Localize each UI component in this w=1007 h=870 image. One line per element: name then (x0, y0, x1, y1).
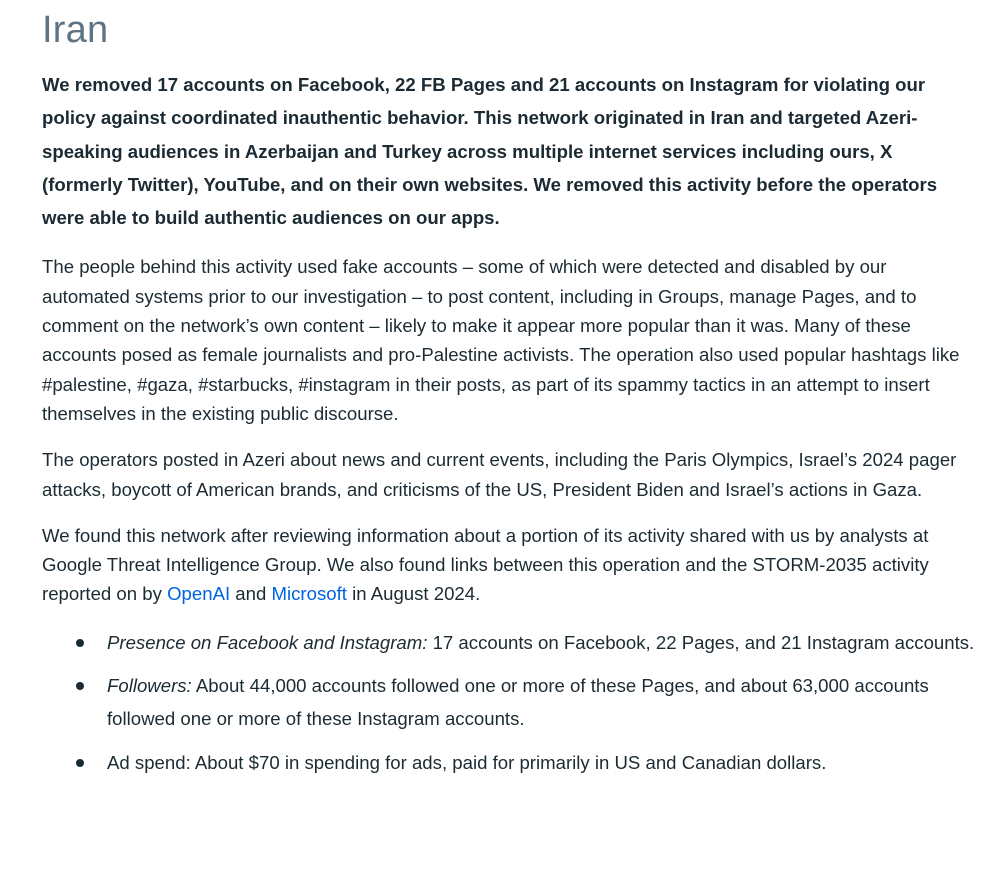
paragraph-fake-accounts: The people behind this activity used fake accounts – some of which were detected and disabled by our automated systems prior to our investigation – to post content, including in Groups, manage Pages, and to comment on the network’s own content – likely to make it appear more popular than it was. Many of these accounts posed as female journalists and pro-Palestine activists. The operation also used popular hashtags like #palestine, #gaza, #starbucks, #instagram in their posts, as part of its spammy tactics in an attempt to insert themselves in the existing public discourse. (42, 256, 960, 424)
microsoft-link[interactable]: Microsoft (271, 583, 347, 605)
lead-paragraph: We removed 17 accounts on Facebook, 22 FB Pages and 21 accounts on Instagram for violating our policy against coordinated inauthentic behavior. This network originated in Iran and targeted Azeri-speaking audiences in Azerbaijan and Turkey across multiple internet services including ours, X (formerly Twitter), YouTube, and on their own websites. We removed this activity before the operators were able to build authentic audiences on our apps. (42, 74, 938, 229)
attribution-text-after: in August 2024. (346, 583, 481, 605)
bullet-label: Followers: (107, 675, 192, 697)
bullet-text: Ad spend: About $70 in spending for ads, paid for primarily in US and Canadian dollars. (107, 751, 827, 773)
section-heading: Iran (42, 9, 109, 51)
bullet-icon (76, 639, 84, 647)
bullet-text: 17 accounts on Facebook, 22 Pages, and 21 Instagram accounts. (427, 631, 975, 653)
openai-link[interactable]: OpenAI (167, 583, 231, 605)
bullet-icon (76, 759, 84, 767)
list-item-ad-spend (42, 746, 977, 779)
list-item-followers (42, 669, 977, 736)
bullet-label: Presence on Facebook and Instagram: (107, 631, 428, 653)
attribution-text-between: and (230, 583, 272, 605)
bullet-icon (76, 682, 84, 690)
bullet-text: About 44,000 accounts followed one or more of these Pages, and about 63,000 accounts followed one or more of these Instagram accounts. (107, 675, 929, 730)
list-item-presence (42, 626, 977, 659)
paragraph-topics: The operators posted in Azeri about news and current events, including the Paris Olympics, Israel’s 2024 pager attacks, boycott of American brands, and criticisms of the US, President Biden and Israel’s actions in Gaza. (42, 449, 957, 500)
attribution-text-before: We found this network after reviewing information about a portion of its activity shared with us by analysts at Google Threat Intelligence Group. We also found links between this operation and the STORM-2035 activity reported on by (42, 524, 929, 605)
stats-list (42, 626, 977, 779)
paragraph-attribution (42, 521, 977, 609)
